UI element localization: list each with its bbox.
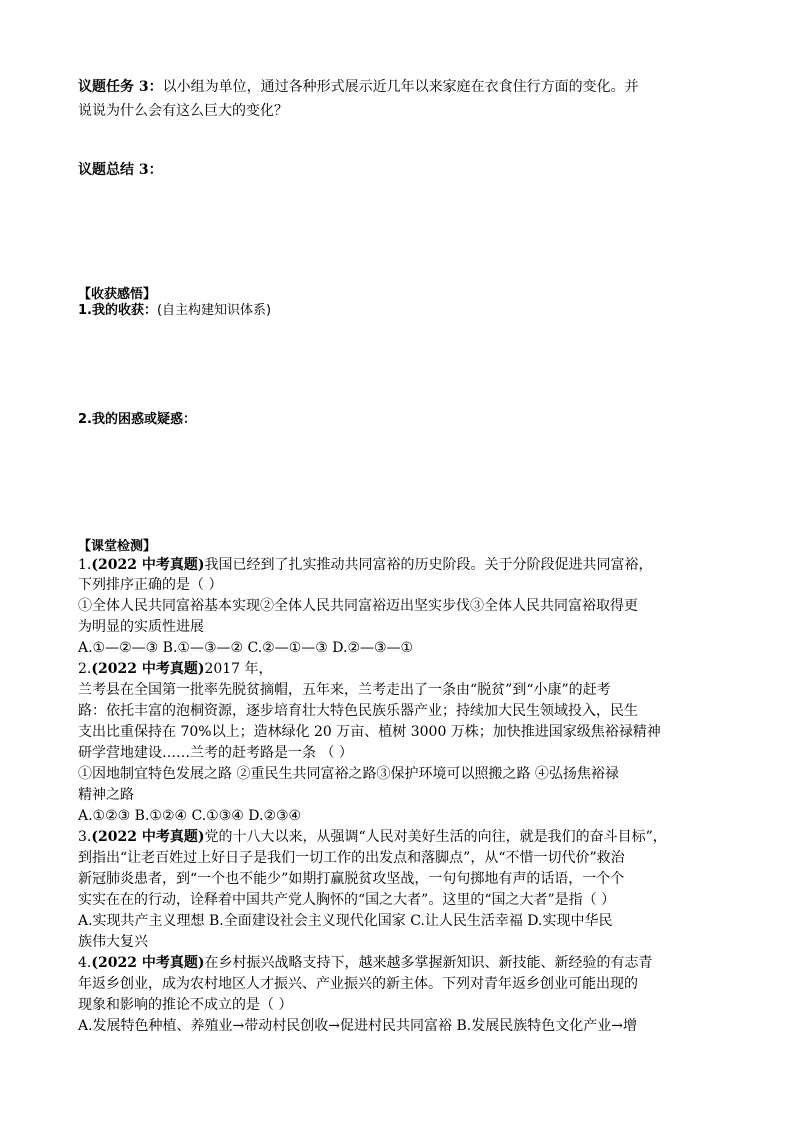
harvest-heading: 【收获感悟】 (78, 287, 157, 302)
question-2-line-3: 路：依托丰富的泡桐资源，逐步培育壮大特色民族乐器产业；持续加大民生领域投入，民生 (78, 703, 638, 719)
question-number: 1. (78, 557, 92, 573)
question-1-line-2: 下列排序正确的是（ ） (78, 577, 223, 593)
question-1-line-3: ①全体人民共同富裕基本实现②全体人民共同富裕迈出坚实步伐③全体人民共同富裕取得更 (78, 598, 638, 614)
harvest-item1-hint: (自主构建知识体系) (156, 303, 272, 318)
summary3-label: 议题总结 3： (78, 162, 163, 178)
question-1-options: A.①—②—③ B.①—③—② C.②—①—③ D.②—③—① (78, 640, 414, 656)
harvest-item1 (78, 301, 718, 321)
question-tag: (2022 中考真题) (91, 661, 205, 677)
question-4-options-1: A.发展特色种植、养殖业→带动村民创收→促进村民共同富裕 B.发展民族特色文化产业→增 (78, 1018, 637, 1034)
question-2-line-4: 支出比重保持在 70%以上；造林绿化 20 万亩、植树 3000 万株；加快推进国家级焦裕禄精神 (78, 724, 661, 740)
question-number: 2. (78, 661, 92, 677)
task3-line2: 说说为什么会有这么巨大的变化？ (78, 103, 288, 119)
harvest-item1-label: 1.我的收获： (78, 303, 157, 318)
question-2-line-2: 兰考县在全国第一批率先脱贫摘帽，五年来，兰考走出了一条由“脱贫”到“小康”的赶考 (78, 682, 611, 698)
harvest-item2-label: 2.我的困惑或疑惑： (78, 412, 196, 427)
question-2-line-1: 2.(2022 中考真题)2017 年， (78, 661, 273, 677)
question-2-options: A.①②③ B.①②④ C.①③④ D.②③④ (78, 808, 302, 824)
question-3-options-1: A.实现共产主义理想 B.全面建设社会主义现代化国家 C.让人民生活幸福 D.实现中华民 (78, 913, 613, 929)
task3-line1 (78, 77, 718, 97)
question-number: 3. (78, 829, 92, 845)
check-heading: 【课堂检测】 (78, 539, 157, 554)
question-4-line-3: 现象和影响的推论不成立的是（ ） (78, 997, 293, 1013)
question-2-line-7: 精神之路 (78, 787, 134, 803)
question-2-line-5: 研学营地建设……兰考的赶考路是一条 （ ） (78, 745, 353, 761)
question-3-options-2: 族伟大复兴 (78, 934, 148, 950)
question-tag: (2022 中考真题) (91, 955, 205, 971)
question-4-line-1: 4.(2022 中考真题)在乡村振兴战略支持下，越来越多掌握新知识、新技能、新经验的有志青 (78, 955, 653, 971)
question-2-line-6: ①因地制宜特色发展之路 ②重民生共同富裕之路③保护环境可以照搬之路 ④弘扬焦裕禄 (78, 766, 619, 782)
question-1-line-1: 1.(2022 中考真题)我国已经到了扎实推动共同富裕的历史阶段。关于分阶段促进共同富裕， (78, 557, 653, 573)
question-3-line-3: 新冠肺炎患者，到“一个也不能少”如期打赢脱贫攻坚战，一句句掷地有声的话语，一个个 (78, 871, 625, 887)
task3-text: 以小组为单位，通过各种形式展示近几年以来家庭在衣食住行方面的变化。并 (162, 79, 639, 95)
question-number: 4. (78, 955, 92, 971)
question-tag: (2022 中考真题) (91, 557, 205, 573)
question-3-line-2: 到指出“让老百姓过上好日子是我们一切工作的出发点和落脚点”，从“不惜一切代价”救治 (78, 850, 625, 866)
question-3-line-4: 实实在在的行动，诠释着中国共产党人胸怀的“国之大者”。这里的“国之大者”是指（ ） (78, 892, 616, 908)
question-tag: (2022 中考真题) (91, 829, 205, 845)
question-3-line-1: 3.(2022 中考真题)党的十八大以来，从强调“人民对美好生活的向往，就是我们的奋斗目标”， (78, 829, 667, 845)
task3-label: 议题任务 3： (78, 79, 163, 95)
question-1-line-4: 为明显的实质性进展 (78, 619, 204, 635)
question-4-line-2: 年返乡创业，成为农村地区人才振兴、产业振兴的新主体。下列对青年返乡创业可能出现的 (78, 976, 638, 992)
